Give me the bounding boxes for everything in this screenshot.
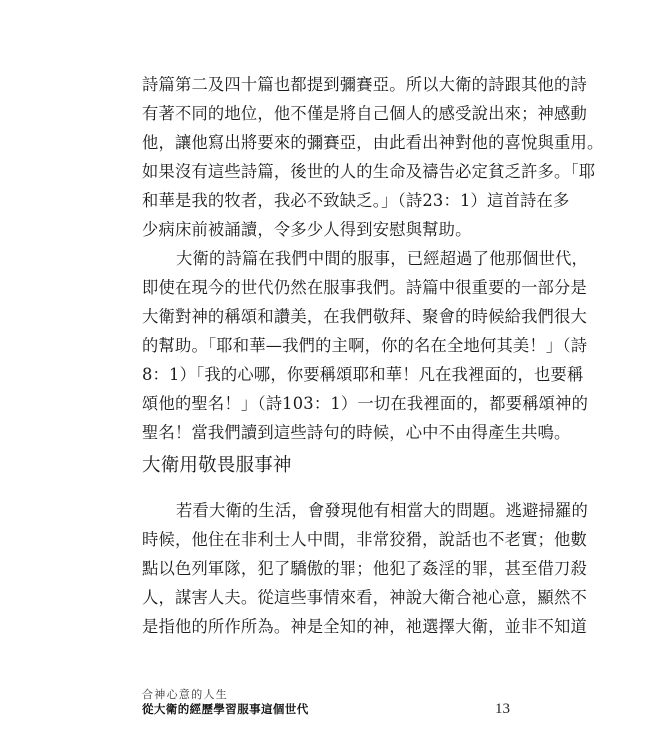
text-line: 少病床前被誦讀，令多少人得到安慰與幫助。 [142,220,472,239]
page-number: 13 [495,701,510,717]
text-line: 有著不同的地位，他不僅是將自己個人的感受說出來；神感動 [142,104,587,123]
text-line: 點以色列軍隊，犯了驕傲的罪；他犯了姦淫的罪，甚至借刀殺 [142,559,587,578]
text-line: 和華是我的牧者，我必不致缺乏。」（詩23：1）這首詩在多 [142,191,570,210]
text-line: 如果沒有這些詩篇，後世的人的生命及禱告必定貧乏許多。「耶 [142,162,596,181]
text-line: 頌他的聖名！」（詩103：1）一切在我裡面的，都要稱頌神的 [142,394,589,413]
series-title: 合神心意的人生 [142,688,229,701]
text-line: 時候，他住在非利士人中間，非常狡猾，說話也不老實；他數 [142,530,587,549]
text-line: 大衛對神的稱頌和讚美，在我們敬拜、聚會的時候給我們很大 [142,307,587,326]
paragraph-psalms-service [142,244,589,447]
text-line: 8：1）「我的心哪，你要稱頌耶和華！凡在我裡面的，也要稱 [142,365,584,384]
text-line: 的幫助。「耶和華—我們的主啊，你的名在全地何其美！」（詩 [142,336,588,355]
text-line: 人，謀害人夫。從這些事情來看，神說大衛合祂心意，顯然不 [142,588,587,607]
text-line: 是指他的所作所為。神是全知的神，祂選擇大衛，並非不知道 [142,617,587,636]
text-line: 即使在現今的世代仍然在服事我們。詩篇中很重要的一部分是 [142,278,587,297]
text-line: 詩篇第二及四十篇也都提到彌賽亞。所以大衛的詩跟其他的詩 [142,75,587,94]
book-title: 從大衛的經歷學習服事這個世代 [142,702,309,716]
text-line: 大衛的詩篇在我們中間的服事，已經超過了他那個世代， [176,249,589,268]
text-line: 他，讓他寫出將要來的彌賽亞，由此看出神對他的喜悅與重用。 [142,133,604,152]
running-footer [142,688,309,717]
text-line: 若看大衛的生活，會發現他有相當大的問題。逃避掃羅的 [176,501,589,520]
text-line: 聖名！當我們讀到這些詩句的時候，心中不由得產生共鳴。 [142,423,571,442]
paragraph-psalms-messiah [142,70,604,244]
section-heading: 大衛用敬畏服事神 [142,455,292,476]
paragraph-david-life [142,496,589,641]
